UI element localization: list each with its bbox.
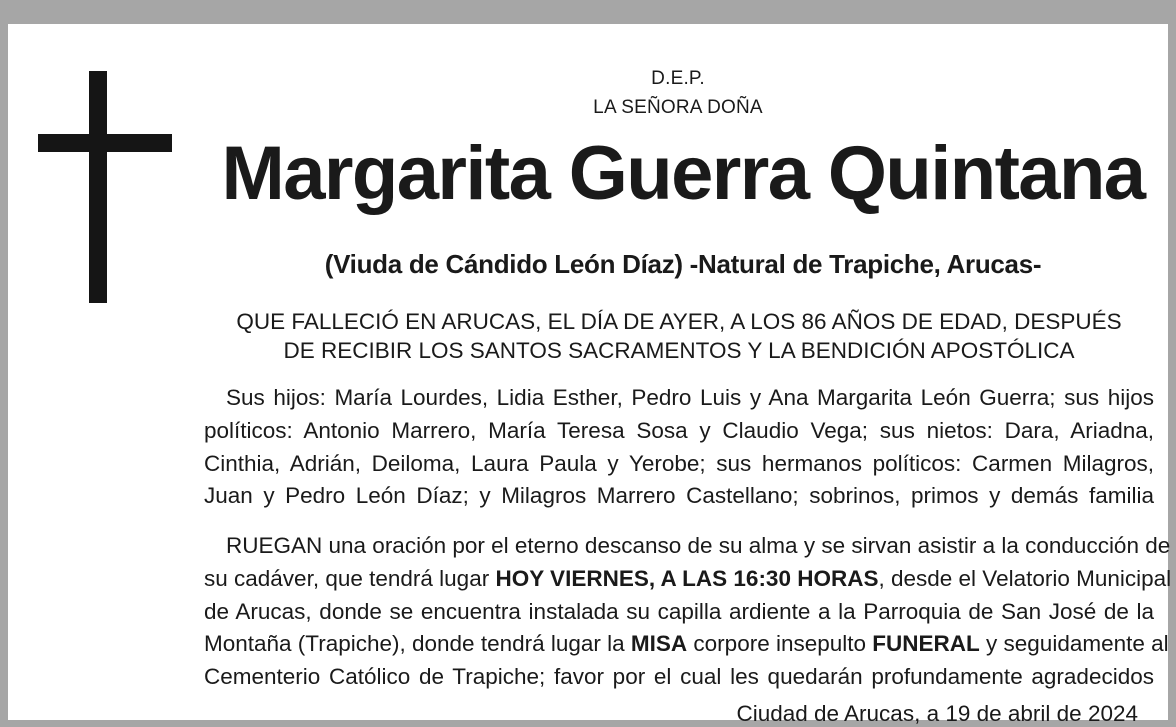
family-line: Cinthia, Adrián, Deiloma, Laura Paula y Yerobe; sus hermanos políticos: Carmen Milagros, (204, 450, 1154, 476)
request-text: , desde el Velatorio Municipal (878, 565, 1172, 591)
request-text: su cadáver, que tendrá lugar (204, 565, 496, 591)
cross-icon-bar (38, 134, 172, 152)
honorific: LA SEÑORA DOÑA (593, 97, 763, 118)
announcement-line: DE RECIBIR LOS SANTOS SACRAMENTOS Y LA BENDICIÓN APOSTÓLICA (283, 338, 1075, 363)
request-line (204, 563, 1172, 596)
request-paragraph (204, 530, 1172, 694)
funeral-time: HOY VIERNES, A LAS 16:30 HORAS (495, 565, 879, 591)
dep-heading: D.E.P. (651, 68, 705, 89)
request-line: Cementerio Católico de Trapiche; favor por el cual les quedarán profundamente agradecidos (204, 664, 1154, 690)
place-date: Ciudad de Arucas, a 19 de abril de 2024 (736, 701, 1138, 726)
family-paragraph (204, 382, 1154, 513)
family-line: Sus hijos: María Lourdes, Lidia Esther, Pedro Luis y Ana Margarita León Guerra; sus hijos (226, 385, 1154, 410)
announcement (204, 307, 1154, 365)
request-text: corpore insepulto (687, 631, 873, 657)
funeral-label: FUNERAL (872, 631, 980, 657)
cross-icon (89, 71, 107, 303)
obituary-notice (8, 24, 1172, 726)
deceased-subtitle: (Viuda de Cándido León Díaz) -Natural de Trapiche, Arucas- (324, 249, 1042, 279)
request-line: RUEGAN una oración por el eterno descanso de su alma y se sirvan asistir a la conducción de (226, 533, 1171, 558)
announcement-line: QUE FALLECIÓ EN ARUCAS, EL DÍA DE AYER, A LOS 86 AÑOS DE EDAD, DESPUÉS (236, 309, 1122, 334)
mass-label: MISA (630, 631, 688, 657)
request-text: y seguidamente al (979, 631, 1169, 657)
request-line (204, 628, 1169, 661)
family-line: políticos: Antonio Marrero, María Teresa Sosa y Claudio Vega; sus nietos: Dara, Ariadna, (204, 417, 1154, 443)
request-text: Montaña (Trapiche), donde tendrá lugar la (204, 631, 631, 657)
deceased-name: Margarita Guerra Quintana (221, 131, 1145, 216)
family-line: Juan y Pedro León Díaz; y Milagros Marrero Castellano; sobrinos, primos y demás familia (204, 483, 1154, 509)
request-line: de Arucas, donde se encuentra instalada su capilla ardiente a la Parroquia de San José de la (204, 598, 1154, 624)
